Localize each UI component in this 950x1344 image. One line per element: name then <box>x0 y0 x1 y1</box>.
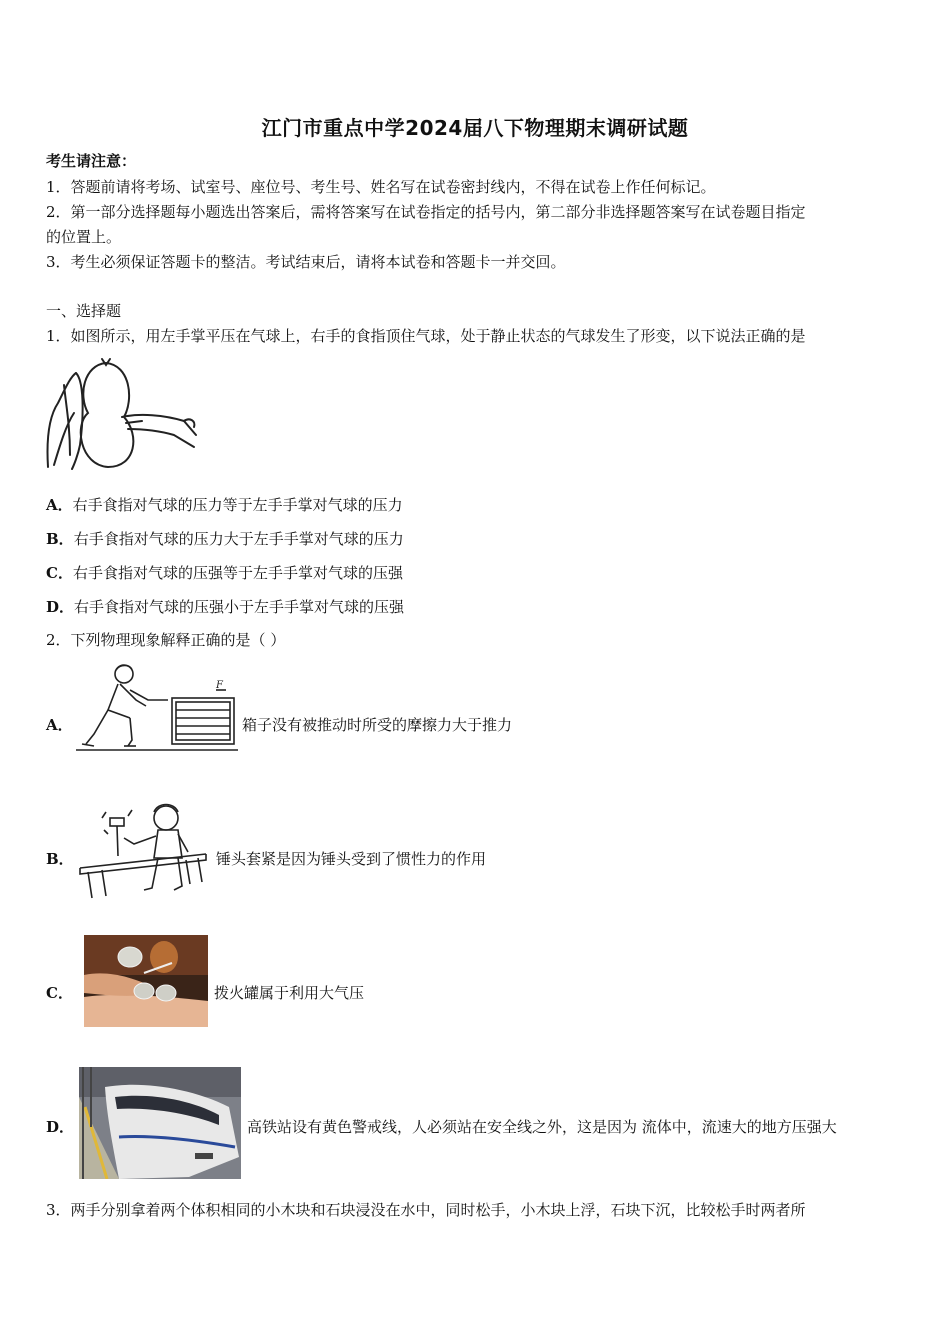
notice-item: 3．考生必须保证答题卡的整洁。考试结束后，请将本试卷和答题卡一并交回。 <box>46 253 566 271</box>
option-text: 右手食指对气球的压强小于左手手掌对气球的压强 <box>74 598 405 616</box>
q2-option-d-label: D． <box>46 1118 75 1136</box>
q2-option-b-text: 锤头套紧是因为锤头受到了惯性力的作用 <box>216 850 487 868</box>
hammer-bench-figure <box>78 798 210 904</box>
option-text: 右手食指对气球的压强等于左手手掌对气球的压强 <box>72 564 403 582</box>
notice-item: 2．第一部分选择题每小题选出答案后，需将答案写在试卷指定的括号内，第二部分非选择题答案写在试卷题目指定 <box>46 203 806 221</box>
notice-heading: 考生请注意： <box>46 152 137 170</box>
page-title: 江门市重点中学2024届八下物理期末调研试题 <box>261 116 689 140</box>
q1-option-b[interactable] <box>46 528 404 549</box>
q2-option-c-text: 拨火罐属于利用大气压 <box>214 984 365 1002</box>
question-3-stem: 3．两手分别拿着两个体积相同的小木块和石块浸没在水中，同时松手，小木块上浮，石块下沉，比较松手时两者所 <box>46 1201 806 1219</box>
section-heading: 一、选择题 <box>46 302 122 320</box>
question-1-stem: 1．如图所示，用左手掌平压在气球上，右手的食指顶住气球，处于静止状态的气球发生了形变，以下说法正确的是 <box>46 327 806 345</box>
notice-item: 的位置上。 <box>46 228 122 246</box>
q2-option-b-label: B． <box>46 850 74 868</box>
option-label: D． <box>46 598 75 616</box>
q2-option-d-text: 高铁站设有黄色警戒线，人必须站在安全线之外，这是因为 流体中，流速大的地方压强大 <box>247 1118 837 1136</box>
cupping-photo <box>84 935 208 1027</box>
q2-option-a-text: 箱子没有被推动时所受的摩擦力大于推力 <box>242 716 513 734</box>
option-text: 右手食指对气球的压力等于左手手掌对气球的压力 <box>72 496 403 514</box>
option-label: B． <box>46 530 74 548</box>
notice-item: 1．答题前请将考场、试室号、座位号、考生号、姓名写在试卷密封线内，不得在试卷上作任何标记。 <box>46 178 716 196</box>
force-label: F <box>216 680 223 691</box>
q2-option-a-label: A． <box>46 716 73 734</box>
high-speed-train-photo <box>79 1067 241 1179</box>
option-text: 右手食指对气球的压力大于左手手掌对气球的压力 <box>73 530 404 548</box>
option-label: C． <box>46 564 73 582</box>
balloon-hand-figure <box>44 355 204 475</box>
option-label: A． <box>46 496 73 514</box>
person-pushing-box-figure <box>76 660 238 758</box>
question-2-stem: 2．下列物理现象解释正确的是（ ） <box>46 631 286 649</box>
q2-option-c-label: C． <box>46 984 73 1002</box>
q1-option-d[interactable] <box>46 596 404 617</box>
q1-option-c[interactable] <box>46 562 403 583</box>
q1-option-a[interactable] <box>46 494 403 515</box>
